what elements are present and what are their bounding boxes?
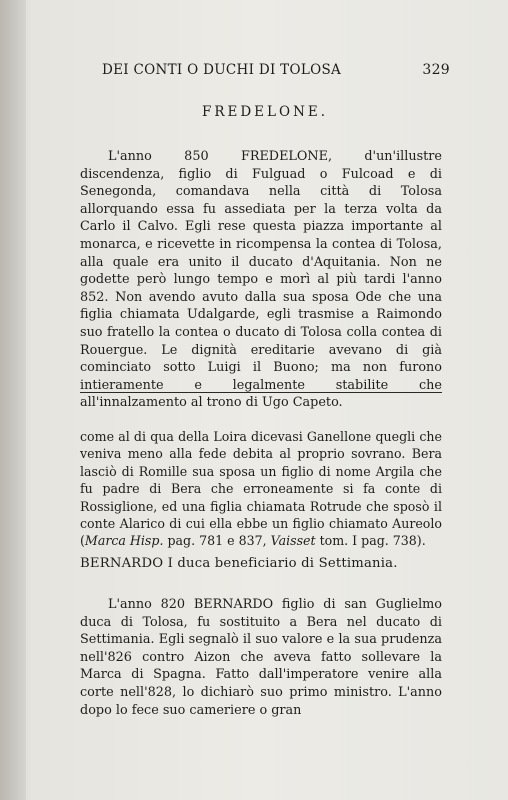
footnote-divider <box>80 392 442 393</box>
footnote-source-vaisset: Vaisset <box>270 533 316 549</box>
footnote-text-part: pag. 781 e 837, <box>163 533 271 549</box>
running-head: DEI CONTI O DUCHI DI TOLOSA <box>102 62 342 78</box>
page-gutter-shadow <box>0 0 26 800</box>
footnote-text-part: tom. I pag. 738). <box>315 533 426 549</box>
paragraph-bernardo: L'anno 820 BERNARDO figlio di san Guglielmo duca di Tolosa, fu sostituito a Bera nel ducato di Settimania. Egli segnalò il suo valore e la sua prudenza nell'826 contro Aizon che aveva fatto sollevare la Marca di Spagna. Fatto dall'imperatore venire alla corte nell'828, lo dichiarò suo primo ministro. L'anno dopo lo fece suo cameriere o gran <box>80 597 442 718</box>
section-title-fredelone: FREDELONE. <box>201 104 329 120</box>
footnote-text <box>80 428 442 550</box>
footnote-source-marca: Marca Hisp. <box>84 533 164 549</box>
paragraph-fredelone: L'anno 850 FREDELONE, d'un'illustre discendenza, figlio di Fulguad o Fulcoad e di Senegonda, comandava nella città di Tolosa allorquando essa fu assediata per la terza volta da Carlo il Calvo. Egli rese questa piazza importante al monarca, e ricevette in ricompensa la contea di Tolosa, alla quale era unito il ducato d'Aquitania. Non ne godette però lungo tempo e morì al più tardi l'anno 852. Non avendo avuto dalla sua sposa Ode che una figlia chiamata Udalgarde, egli trasmise a Raimondo suo fratello la contea o ducato di Tolosa colla contea di Rouergue. Le dignità ereditarie avevano di già cominciato sotto Luigi il Buono; ma non furono intieramente e legalmente stabilite che all'innalzamento al trono di Ugo Capeto. <box>80 149 442 411</box>
page-number: 329 <box>422 62 450 78</box>
footnote-text-part: come al di qua della Loira dicevasi Ganellone quegli che veniva meno alla fede debita al proprio sovrano. Bera lasciò di Romille sua sposa un figlio di nome Argila che fu padre di Bera che erroneamente si fa conte di Rossiglione, ed una figlia chiamata Rotrude che sposò il conte Alarico di cui ella ebbe un figlio chiamato Aureolo ( <box>80 429 442 549</box>
page-header <box>80 62 450 82</box>
section-title-bernardo: BERNARDO I duca beneficiario di Settimania. <box>80 556 398 571</box>
